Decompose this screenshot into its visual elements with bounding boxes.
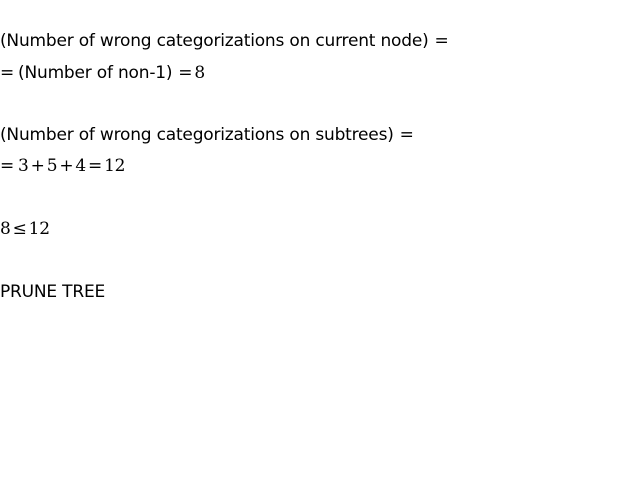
non1-label: (Number of non-1)	[18, 63, 173, 83]
comparison-right: 12	[28, 219, 50, 239]
subtree-error-line	[0, 125, 416, 145]
current-node-label: (Number of wrong categorizations on current node)	[0, 31, 429, 51]
comparison-left: 8	[0, 219, 11, 239]
equals-sign: =	[434, 31, 449, 51]
non1-count-line	[0, 63, 205, 83]
decision-line	[0, 282, 105, 302]
subtree-term: 4	[75, 156, 87, 176]
subtrees-total: 12	[104, 156, 126, 176]
subtrees-label: (Number of wrong categorizations on subtrees)	[0, 125, 394, 145]
equals-sign: =	[88, 156, 103, 176]
current-node-value: 8	[194, 63, 205, 83]
current-node-error-line	[0, 31, 451, 51]
subtree-term: 3	[18, 156, 29, 176]
less-equal-sign: ≤	[12, 219, 27, 239]
equals-sign: =	[178, 63, 193, 83]
subtree-sum-line	[0, 156, 125, 176]
equals-sign: =	[0, 156, 15, 176]
equals-sign: =	[0, 63, 15, 83]
subtree-term: 5	[46, 156, 58, 176]
comparison-line	[0, 219, 50, 239]
equals-sign: =	[399, 125, 414, 145]
decision-text: PRUNE TREE	[0, 282, 106, 302]
plus-sign: +	[30, 156, 45, 176]
plus-sign: +	[59, 156, 74, 176]
